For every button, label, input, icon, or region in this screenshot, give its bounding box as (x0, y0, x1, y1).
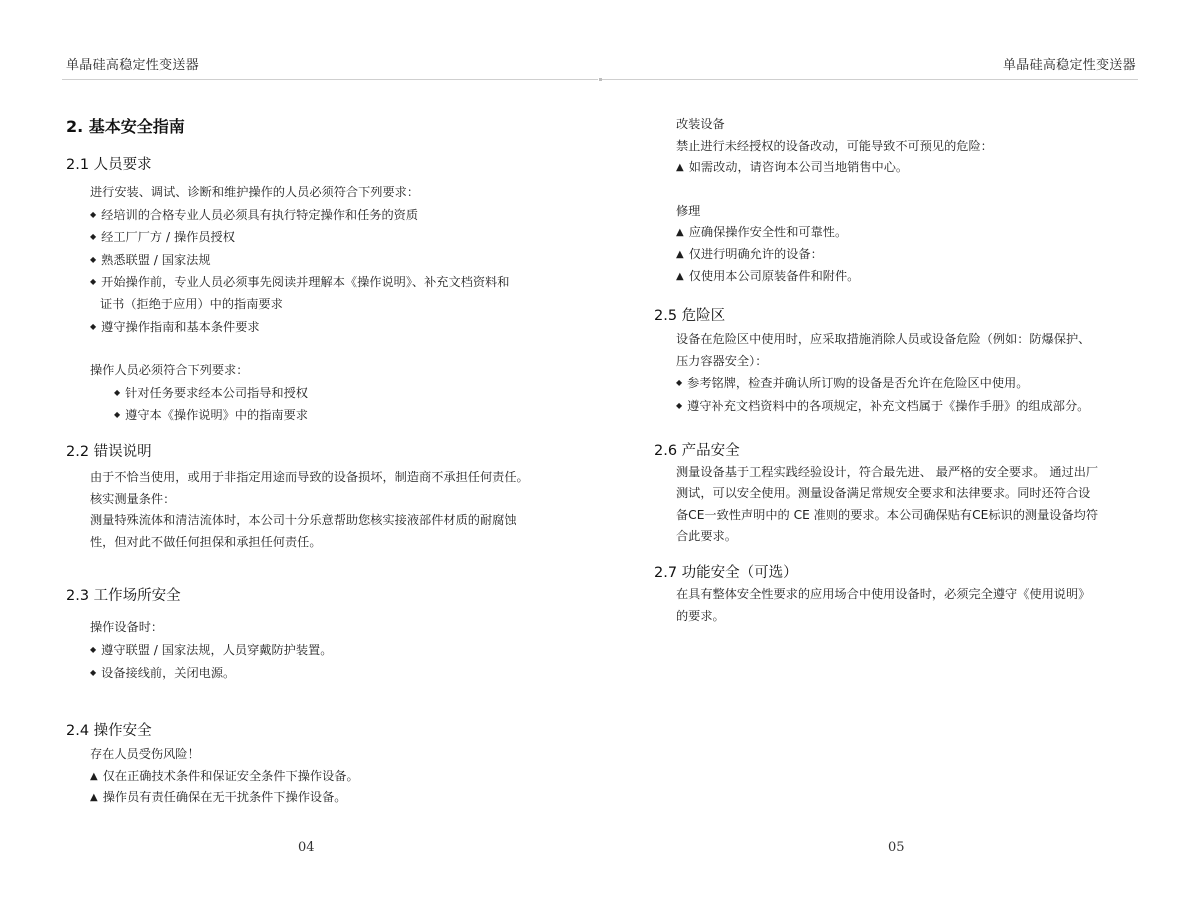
section-2-5-title: 2.5 危险区 (654, 308, 726, 325)
right-page-content (654, 114, 1140, 627)
paragraph-line: 合此要求。 (676, 529, 737, 544)
page-number-left: 04 (298, 840, 315, 855)
section-2-1-intro: 进行安装、调试、诊断和维护操作的人员必须符合下列要求： (90, 185, 420, 199)
paragraph-line: 测量设备基于工程实践经验设计，符合最先进、 最严格的安全要求。 通过出厂 (676, 464, 1099, 479)
paragraph-line: 备CE一致性声明中的 CE 准则的要求。本公司确保贴有CE标识的测量设备均符 (676, 507, 1099, 522)
section-2-3-title: 2.3 工作场所安全 (66, 588, 181, 605)
list-item: ◆ 遵守本《操作说明》中的指南要求 (90, 404, 586, 427)
section-2-6-body (654, 462, 1140, 548)
warning-item: ▲ 仅进行明确允许的设备： (676, 244, 1140, 266)
section-2-2-body (66, 467, 586, 553)
section-2-2-title: 2.2 错误说明 (66, 443, 152, 460)
section-2-1-intro-2: 操作人员必须符合下列要求： (90, 363, 249, 378)
paragraph-line: 测量特殊流体和清洁流体时，本公司十分乐意帮助您核实接液部件材质的耐腐蚀 (90, 513, 517, 528)
list-item: ◆ 针对任务要求经本公司指导和授权 (90, 382, 586, 405)
chapter-title: 2. 基本安全指南 (66, 117, 185, 136)
paragraph-line: 禁止进行未经授权的设备改动，可能导致不可预见的危险： (676, 138, 993, 153)
section-2-4-intro: 存在人员受伤风险！ (90, 747, 200, 762)
list-item: ◆ 熟悉联盟 / 国家法规 (90, 249, 586, 272)
list-item: ◆ 参考铭牌，检查并确认所订购的设备是否允许在危险区中使用。 (676, 372, 1140, 395)
section-2-6-title: 2.6 产品安全 (654, 442, 740, 459)
list-item: ◆ 经工厂厂方 / 操作员授权 (90, 226, 586, 249)
paragraph-line: 在具有整体安全性要求的应用场合中使用设备时，必须完全遵守《使用说明》 (676, 586, 1091, 601)
paragraph-line: 测试，可以安全使用。测量设备满足常规安全要求和法律要求。同时还符合设 (676, 486, 1091, 501)
list-item: ◆ 开始操作前，专业人员必须事先阅读并理解本《操作说明》、补充文档资料和 (90, 271, 586, 294)
section-2-3-body (66, 617, 586, 684)
section-2-5-body (654, 329, 1140, 417)
list-item: ◆ 遵守操作指南和基本条件要求 (90, 316, 586, 339)
section-2-1-title: 2.1 人员要求 (66, 157, 152, 173)
warning-item: ▲ 操作员有责任确保在无干扰条件下操作设备。 (90, 787, 586, 809)
section-2-7-title: 2.7 功能安全（可选） (654, 564, 798, 581)
running-header-right: 单晶硅高稳定性变送器 (1002, 58, 1136, 73)
repair-title: 修理 (676, 203, 701, 218)
section-2-3-intro: 操作设备时： (90, 620, 164, 635)
list-item: ◆ 经培训的合格专业人员必须具有执行特定操作和任务的资质 (66, 204, 586, 227)
list-item-continuation: 证书（拒绝于应用）中的指南要求 (100, 296, 283, 311)
paragraph-line: 设备在危险区中使用时，应采取措施消除人员或设备危险（例如：防爆保护、 (676, 332, 1091, 347)
modification-block (654, 114, 1140, 287)
page-number-right: 05 (888, 840, 905, 855)
warning-item: ▲ 仅在正确技术条件和保证安全条件下操作设备。 (90, 766, 586, 788)
section-2-4-title: 2.4 操作安全 (66, 723, 152, 740)
right-page (600, 0, 1200, 906)
left-page-content (66, 114, 586, 809)
paragraph-line: 核实测量条件： (90, 491, 176, 506)
list-item: ◆ 遵守补充文档资料中的各项规定，补充文档属于《操作手册》的组成部分。 (676, 395, 1140, 418)
paragraph-line: 由于不恰当使用，或用于非指定用途而导致的设备损坏，制造商不承担任何责任。 (90, 469, 529, 484)
header-rule-right (602, 79, 1138, 80)
warning-item: ▲ 应确保操作安全性和可靠性。 (676, 222, 1140, 244)
header-rule-left (62, 79, 598, 80)
paragraph-line: 的要求。 (676, 608, 725, 623)
list-item: ◆ 遵守联盟 / 国家法规，人员穿戴防护装置。 (90, 639, 586, 662)
paragraph-line: 性，但对此不做任何担保和承担任何责任。 (90, 534, 322, 549)
paragraph-line: 压力容器安全）： (676, 353, 768, 368)
section-2-1-body (66, 182, 586, 427)
section-2-7-body (654, 584, 1140, 627)
modification-title: 改装设备 (676, 117, 725, 131)
section-2-4-body (66, 744, 586, 809)
warning-item: ▲ 仅使用本公司原装备件和附件。 (676, 266, 1140, 288)
list-item: ◆ 设备接线前，关闭电源。 (90, 662, 586, 685)
running-header-left: 单晶硅高稳定性变送器 (66, 58, 200, 73)
warning-item: ▲ 如需改动，请咨询本公司当地销售中心。 (676, 157, 1140, 179)
